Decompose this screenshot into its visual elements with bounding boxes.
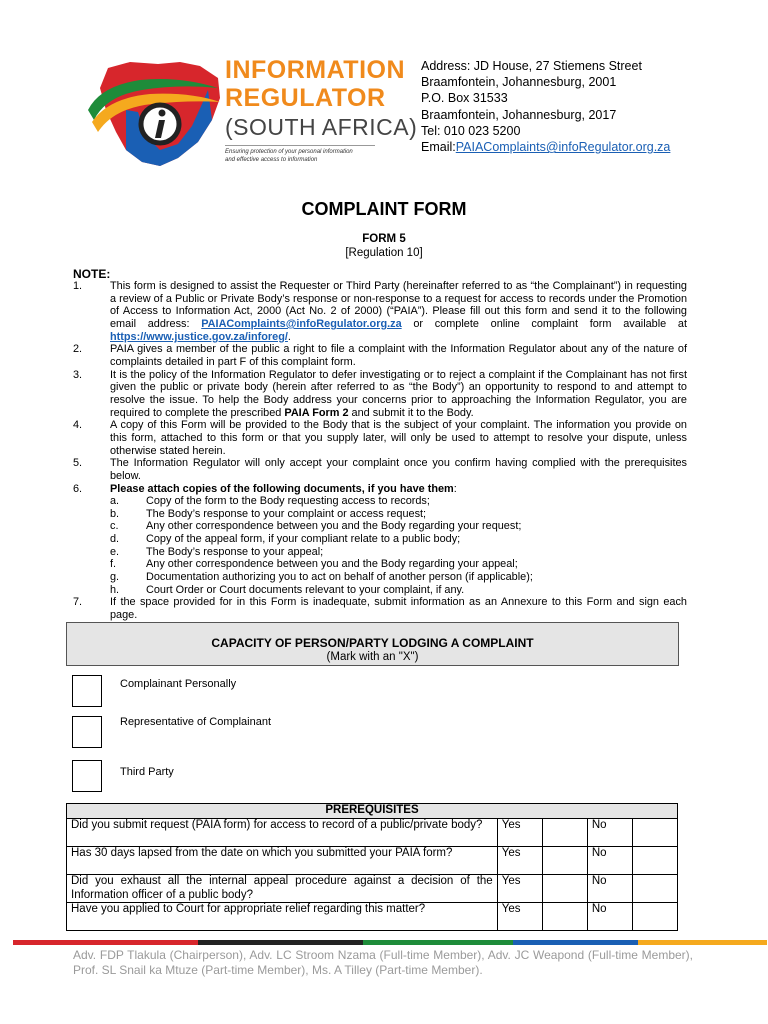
color-stripe (363, 940, 513, 945)
email-line: Email:PAIAComplaints@infoRegulator.org.za (421, 140, 671, 155)
attachment-item: c. Any other correspondence between you and the Body regarding your request; (110, 520, 522, 533)
attachment-item: g. Documentation authorizing you to act on behalf of another person (if applicable); (110, 571, 533, 584)
footer-members: Adv. FDP Tlakula (Chairperson), Adv. LC Stroom Nzama (Full-time Member), Adv. JC Weapond (Full-time Member), Prof. SL Snail ka Mtuze (Part-time Member), Ms. A Tilley (Part-time Member). (73, 948, 693, 977)
table-row (67, 875, 678, 903)
note-item: 7. If the space provided for in this Form is inadequate, submit information as an Annexure to this Form and sign each page. (73, 596, 687, 622)
yes-answer-box[interactable] (542, 847, 587, 875)
note-item: 6. Please attach copies of the following documents, if you have them: (73, 482, 457, 495)
prerequisites-header: PREREQUISITES (67, 804, 678, 819)
note-item: 4. A copy of this Form will be provided to the Body that is the subject of your complaint. The information you provide on this form, attached to this form or that you supply later, will only be used to attempt to resolve your dispute, unless otherwise stated herein. (73, 419, 687, 457)
no-label: No (587, 847, 632, 875)
question-cell: Has 30 days lapsed from the date on which you submitted your PAIA form? (67, 847, 498, 875)
regulation-reference: [Regulation 10] (345, 247, 423, 259)
prerequisites-table (66, 803, 678, 931)
form-number: FORM 5 (362, 233, 406, 245)
color-stripe (13, 940, 198, 945)
note-item: 1. This form is designed to assist the Requester or Third Party (hereinafter referred to as “the Complainant”) in requesting a review of a Public or Private Body’s response or non-response to a request for access to records under the Promotion of Access to Information Act, 2000 (Act No. 2 of 2000) (“PAIA”). Please fill out this form and send it to the following email address: PAIAComplaints@infoRegulator.org.za or complete online complaint form available at https://www.justice.gov.za/inforeg/. (73, 280, 687, 343)
address-line: Address: JD House, 27 Stiemens Street (421, 59, 642, 73)
attachment-item: b. The Body’s response to your complaint or access request; (110, 507, 427, 520)
attachment-item: a. Copy of the form to the Body requesting access to records; (110, 495, 430, 508)
representative-checkbox[interactable] (72, 716, 102, 748)
yes-label: Yes (497, 903, 542, 931)
question-cell: Have you applied to Court for appropriate relief regarding this matter? (67, 903, 498, 931)
checkbox-label: Representative of Complainant (120, 716, 272, 728)
logo-tagline: Ensuring protection of your personal information and effective access to information (225, 145, 375, 164)
capacity-instruction: (Mark with an "X") (326, 651, 419, 663)
question-cell: Did you exhaust all the internal appeal procedure against a decision of the Information officer of a public body? (67, 875, 498, 903)
capacity-section-header (66, 622, 679, 666)
no-label: No (587, 875, 632, 903)
checkbox-label: Complainant Personally (120, 678, 237, 690)
no-label: No (587, 819, 632, 847)
complainant-personally-checkbox[interactable] (72, 675, 102, 707)
attachment-item: h. Court Order or Court documents relevant to your complaint, if any. (110, 583, 465, 596)
footer-color-bar (13, 940, 767, 945)
online-form-link[interactable]: https://www.justice.gov.za/inforeg/ (110, 330, 288, 343)
logo-line-1: INFORMATION (225, 56, 406, 84)
no-label: No (587, 903, 632, 931)
address-line: Braamfontein, Johannesburg, 2017 (421, 107, 617, 122)
note-item: 2. PAIA gives a member of the public a right to file a complaint with the Information Regulator about any of the nature of complaints detailed in part F of this complaint form. (73, 343, 687, 368)
yes-label: Yes (497, 847, 542, 875)
color-stripe (638, 940, 767, 945)
no-answer-box[interactable] (632, 847, 677, 875)
page-title: COMPLAINT FORM (301, 199, 467, 219)
color-stripe (513, 940, 638, 945)
yes-label: Yes (497, 819, 542, 847)
logo-line-3: (SOUTH AFRICA) (225, 114, 418, 140)
checkbox-label: Third Party (120, 766, 174, 778)
question-cell: Did you submit request (PAIA form) for access to record of a public/private body? (67, 819, 498, 847)
no-answer-box[interactable] (632, 875, 677, 903)
notes-list (73, 280, 687, 622)
table-row (67, 847, 678, 875)
table-row (67, 903, 678, 931)
address-line: Braamfontein, Johannesburg, 2001 (421, 75, 617, 90)
no-answer-box[interactable] (632, 903, 677, 931)
attachment-item: d. Copy of the appeal form, if your compliant relate to a public body; (110, 533, 461, 546)
note-heading: NOTE: (73, 267, 111, 281)
contact-address (421, 58, 670, 155)
logo-wordmark (225, 56, 417, 164)
no-answer-box[interactable] (632, 819, 677, 847)
note-item: 3. It is the policy of the Information Regulator to defer investigating or to reject a complaint if the Complainant has not first given the public or private body (herein after referred to as “the Body”) an opportunity to respond to and attempt to resolve the issue. To help the Body address your concerns prior to approaching the Information Regulator, you are required to complete the prescribed PAIA Form 2 and submit it to the Body. (73, 368, 687, 419)
yes-answer-box[interactable] (542, 903, 587, 931)
yes-label: Yes (497, 875, 542, 903)
attachment-item: e. The Body’s response to your appeal; (110, 545, 324, 558)
south-africa-map-icon (80, 50, 230, 175)
logo-line-2: REGULATOR (225, 84, 386, 112)
table-row (67, 819, 678, 847)
yes-answer-box[interactable] (542, 819, 587, 847)
email-link[interactable]: PAIAComplaints@infoRegulator.org.za (455, 140, 671, 155)
note-item: 5. The Information Regulator will only accept your complaint once you confirm having complied with the prerequisites below. (73, 457, 687, 482)
telephone: Tel: 010 023 5200 (421, 123, 521, 138)
capacity-title: CAPACITY OF PERSON/PARTY LODGING A COMPLAINT (211, 636, 534, 650)
third-party-checkbox[interactable] (72, 760, 102, 792)
address-line: P.O. Box 31533 (421, 91, 508, 106)
color-stripe (198, 940, 363, 945)
attachment-item: f. Any other correspondence between you and the Body regarding your appeal; (110, 558, 518, 571)
yes-answer-box[interactable] (542, 875, 587, 903)
complaints-email-link[interactable]: PAIAComplaints@infoRegulator.org.za (201, 317, 402, 330)
